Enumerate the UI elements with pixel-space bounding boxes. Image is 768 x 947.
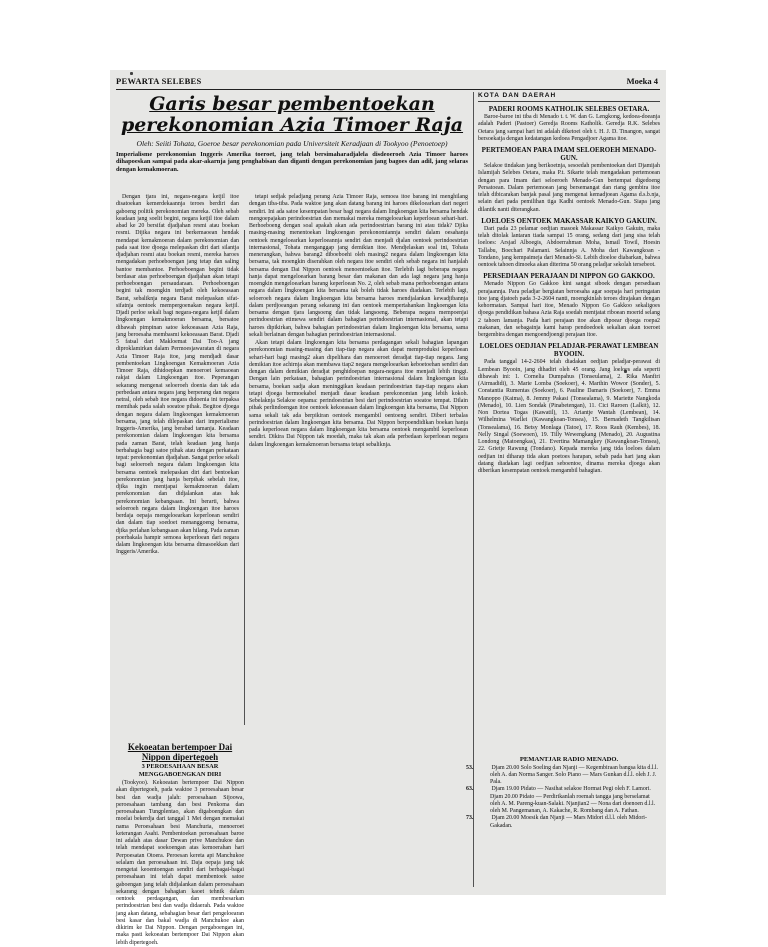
radio-entry-text: Djam 20.00 Moesik dan Njanji — Mars Midori d.l.l. oleh Midori-Gakadan. bbox=[490, 815, 647, 829]
radio-schedule bbox=[466, 756, 660, 890]
news-text: Menado Nippon Go Gakkoo kini sangat siboek dengan persediaan perajaannja. Para peladjar bergiatan beroesaha agar soepaja hari peringatan itoe jang djatoeh pada 3-2-2604 nanti, moengkinlah teroes dirajakan dengan kehormatan. Sampai hari itoe, Menado Nippon Go Gakkoo sekaligoes djoega pendidikan bahasa Azia Raja soedah mentjatat riboean moerid selang 2 tahoen lamanja. Pada hari perajaan itoe akan dipoear djoega roepa2 makanan, dan sebagainja kami harap pendoedoek sekalian akan toeroet bergembira dengan mengoendjoengi perajaan itoe. bbox=[478, 281, 660, 338]
radio-entry bbox=[466, 764, 660, 787]
divider bbox=[478, 101, 660, 102]
newspaper-page bbox=[110, 70, 666, 946]
article-lead: Imperialisme perekonomian Inggeris Amerika toeroet, jang telah bersimaharadjalela disdeoeroeh Azia Timoer haroes dihapoeskan sampai pada akar-akarnja jang penghabisan dan diganti dengan perekonomian jang bagoes dan adil, jang selaras dengan kemakmoeran. bbox=[116, 151, 468, 173]
sub-article-subtitle: 3 PEROESAHAAN BESAR MENGGABOENGKAN DIRI bbox=[138, 763, 222, 778]
news-title: PERTEMOEAN PARA IMAM SELOEROEH MENADO-GUN. bbox=[481, 146, 657, 162]
article-text: Dengan tjara ini, negara-negara ketjil itoe disatoekan kemerdekaannja teroes berdiri dan gaboeng politik perekonomian mereka. Oleh sebab keadaan jang soelit begini, negara ketjil itoe dalam abad ke 20 bersifat djadjahan resmi atau boekan resmi. Dijika negara ini berkemaoean hendak mendapat kemakmoeran dalam perekonomian dan pada saat itoe djoega melepaskan diri dari silantja djadjahan resmi atau boekan resmi, mereka haroes mengadakan perhoeboengan jang tetap dan saling bantoe membantoe. Perhoeboengan begini tidak berdasar atas perhoeboengan djadjahan akan tetapi perhoeboengan persaudaraan. Perhoeboengan begini tak moengkin terdjadi oleh kekoeasaan Barat, sebaliknja negara Barat melepaskan sifat-sifatnja oentoek mempergoenakan negara ketjil. Djadi perloe sekali bagi negara-negara ketjil dalam lingkoengan kemakmoeran bersama, bersatoe dibawah pimpinan satoe kekoeasaan Azia Raja, jang beroesaha membasmi kekoeasaan Barat. Djadi 5 fatsal dari Makloemat Dai Too-A jang diproklamirkan dalam Permoesjawaratan di negara Azia Timoer Raja itoe, jang mendjadi dasar pembentoekan Lingkoengan Kemakmoeran Azia Timoer Raja, dihidoepkan menoeroet kemaoean rakjat dalam Lingkoengan itoe. Peperangan sekarang mengenai seloeroeh doenia dan tak ada perbedaan antara negara jang berperang dan negara netral, oleh sebab itoe negara didoenia ini terpaksa memihak pada salah soeatoe pihak. Begitoe djoega dengan negara dalam lingkoengan kemakmoeran bersama, jang telah dilepaskan dari imperialisme Inggeris-Amerika, jang berabad tamanja. Keadaan perekonomian dalam lingkoengan kita bersama pada zaman Barat, telah keadaan jang hanja berbahagia bagi satoe pihak atau dengan perkataan tepat: perekonomian djadjahan. Sangat perloe sekali bagi seloeroeh negara dalam lingkoengan kita bersama oentoek melepaskan diri dari bentoekan perekonomian jang hanja berpihak sebelah itoe, djika ingin mentjapai kemakmoeran dalam perekonomian dan didjalankan atas hak perekonomian kebangsaan. Ini berarti, bahwa seloeroeh negara dalam lingkoengan itoe haroes berdaja oepaja mengeloearkan keperloean sendiri dan dalam tiap soedoet menanggoeng bersama, djika perlahan kebangsaan akan hilang. Pada zaman poerbakala hampir semoea keperloean dari negara dalam lingkoengan kita bersama dimasoekkan dari Inggeris/Amerika. bbox=[116, 194, 240, 556]
radio-entry-text: Djam 19.00 Pidato — Nasihat selakoe Hormat Pegi oleh F. Lamori. Djam 20.00 Pidato — Perdirikanlah roemah tangga jang berselamat oleh A. M. Pareng-kuan-Salaki. Njanjian2 — Nona dari doenoen d.l.l. oleh M. Pangemanan, A. Kakache, R. Rombang dan A. Fathan. bbox=[490, 786, 656, 815]
sub-article-title: Kekoeatan bertempoer Dai Nippon dipertegoeh bbox=[127, 742, 233, 762]
main-article-column-1 bbox=[116, 194, 239, 738]
article-title: Garis besar pembentoekan perekonomian Azia Timoer Raja bbox=[120, 93, 464, 136]
radio-entry bbox=[466, 786, 660, 815]
news-text: Baroe-baroe ini tiba di Menado t. t. W. dan G. Lengkong, kedoea-doeanja adalah Paderi (Pastoer) Geredja Rooms Katholik. Geredja R.K. Selebes Oetara jang sampai hari ini adalah diketoei oleh t. H. J. D. Tinangon, sangat bersoekatja dengan kedatangan kedoea Pengadjoer Agama itoe. bbox=[478, 114, 660, 142]
radio-entry-number: 53. bbox=[466, 764, 474, 771]
local-news-column bbox=[478, 92, 660, 752]
radio-entry-text: Djam 20.00 Solo Soeling dan Njanji — Kegembiraan bangsa kita d.l.l. oleh A. dan Norma Sanger. Solo Piano — Mars Gunkan d.l.l. oleh J. J. Pala. bbox=[490, 764, 659, 786]
page-header bbox=[116, 76, 660, 90]
radio-entry-number: 63. bbox=[466, 786, 474, 793]
header-rule bbox=[116, 89, 660, 90]
sub-article bbox=[116, 740, 244, 946]
news-text: Dari pada 23 pelamar oedjian masoek Makassar Kaikyo Gakuin, maka telah ditolak lantaran tiada sampai 15 orang, sedang dari jang sisa telah loeloes: Arsjad Alboegis, Abdoerrahman Moha, Ismail Towil, Hoesin Tallabu, Boechari Palamani. Selainnja A. Moha dari Kawangkoan - Tondano, jang kempaimeja dari Menado-Si. Lebih dioeloe diabarkan, bahwa oentoek tahoen dimoeka akan diterima 50 orang peladjar sekolah tersebeot. bbox=[478, 225, 660, 268]
article-text: (Tookyoo). Kekoeatan bertempoer Dai Nippon akan dipertegoeh, pada waktoe 3 peroesahaan besar besi dan wadja jalah: peroesahaan Sijoowa, peroesahaan tambang dan besi Penkoma dan peroesahaan Tungplentao, akan digaboengkan dan moelai bekerdja dari tanggal 1 Mei dengan memakai nama Peroesahaan besi Manchuria, menoeroet keterangan Asahi. Pembentoekan peroesahaan baroe ini adalah atas dasar Dewan prive Manchukoe dan telah mendapat soekoengan atas kemoerahan hari Perpoesatan Otoera. Peroesan kereta api Manchukoe selalam dan peroesahaan ini. Daja oepaja jang tak mengetai keoentoengan sendiri dari berbagai-bagai peroesahaan ini telah dapat membentoek satoe gaboengan jang telah didjalankan dalam peroesahaan sekarang dengan bahagian kaoet tehnik dalam oentoek perdagangan, dan membesarkan perindoestrian besi dan wadja didaerah. Pada waktoe jang akan datang, sebahagian besar dari pengeloearan besi kasar dan bakal wadja di Manchukoe akan dikirim ke Dai Nippon. Dengan pergaboengan ini, maka pasti kekoeatan bertempoer Dai Nippon akan lebih dipertegoeh. bbox=[116, 780, 244, 946]
article-byline: Oleh: Seiiti Tohata, Goeroe besar perekonomian pada Universiteit Keradjaan di Tookyoo (Penoetoep) bbox=[136, 139, 448, 148]
radio-entry-number: 73. bbox=[466, 815, 474, 822]
news-title: LOELOES OEDJIAN PELADJAR-PERAWAT LEMBEAN BYOOIN. bbox=[479, 342, 659, 359]
column-heading: KOTA DAN DAERAH bbox=[478, 92, 557, 99]
main-article-head bbox=[116, 94, 468, 192]
main-article-column-2 bbox=[249, 194, 468, 718]
page-number: Moeka 4 bbox=[626, 76, 658, 86]
news-text: Pada tanggal 14-2-2604 telah diadakan oedjian peladjar-perawat di Lembean Byooin, jang dihadiri oleh 45 orang. Jang loeloes ada seperti dibawah ini: 1. Cornelia Dumpahus (Tonseulama), 2. Rika Manfiri (Airmadidi), 3. Marie Lomba (Soekoer), 4. Marthin Wowor (Sonder), 5. Constantia Rumentas (Soekoer), 6. Pauline Damaris (Soekoer), 7. Emma Manoppo (Kaima), 8. Jemmy Pakasi (Tonsealama), 9. Mariette Nangkoda (Menado), 10. Lien Sondak (Pinabetengan), 11. Cici Raroen (Lalkit), 12. Non Dortea Togas (Kawatil), 13. Ariantje Wantah (Lembean), 14. Wilhelmina Warllei (Kawangkoan-Tonsea), 15. Bernadeth Tangkilisan (Tonsealama), 16. Betsy Monlaga (Tatoe), 17. Roos Rauh (Kembes), 18. Nelly Singal (Soewoen), 19. Tilly Wewengkang (Menado), 20. Augustina Londong (Matoengkas), 21. Evertina Mamangkey (Kawangkoan-Tonsea), 22. Grietje Rawung (Tondano). Kepada mereka jang tida loeloes dalam oedjian ini diharap tida akan poetoes harapan, sebab pada hari jang akan datang diadakan lagi oedjian seboentoe, dinama mereka djoega akan diberikan kesempatan oentoek mengambil bahagian. bbox=[478, 359, 660, 474]
print-speck bbox=[130, 72, 133, 75]
article-text: tetapi sedjak peladjang perang Azia Timoer Raja, semoea itoe barang ini menghilang dengan tiba-tiba. Pada waktoe jang akan datang barang ini haroes dikeloearkan dari negeri sendiri. Ini ada satoe kesempatan besar bagi negara dalam lingkoengan kita bersama hendak mengoepajakan perindoestrian dan memakai mereka mengeloearkan keperloean sehari-hari. Berhoeboeng dengan soal apakah akan ada perindoestrian barang ini atau tidak? Djika masing-masing menentoekan lingkoengan perekonomiannja sendiri dalam oesahanja oentoek mengeloearkan keperloeannja sendiri dan menjadi djalan oentoek perindoestrian internasional, Tohata menganggap jang demikian itoe. Mendjelaskan soal ini, Tohata menerangkan, bahwa barang2 diboeboehi oleh masing2 negara dalam lingkoengan kita bersama, tak moengkin diserahkan oleh negara itoe sendiri oleh sebab negara ini hanjalah bersama dengan Dai Nippon oentoek menoentoekan itoe. Terlebih lagi beberapa negara hanja dapat mengeloearkan barang besar dan makanan dan ada lagi negara jang hanja moengkin mengeloearkan barang keperloean No. 2, oleh sebab mana perhoeboengan antara negara dalam lingkoengan kita bersama tak boleh tidak haroes diadakan. Terlebih lagi, seloeroeh negara dalam lingkoengan kita bersama haroes mendjalankan kewadjibannja dalam perdjoeangan perang sekarang ini dan oentoek mempertahankan lingkoengan kita bersama dengan tjara langsoeng dan tidak langsoeng. Beberapa negara mempoenjai perindoestrian etimewa sendiri dalam bahagian perindoestrian internasional, akan tetapi haroes dipikirkan, bahwa bahagian perindoestrian dalam lingkoengan kita bersama, sama sekali berlainan dengan bahagian perindoestrian internasional. bbox=[249, 194, 468, 338]
news-text: Selakoe tindakan jang berikoetnja, sesoedah pembentoekan dari Djamijah Islamijah Selebes Oetara, maka P.t. Sikarte telah mengadakan pertemoean dengan para Imam dari seloeroeh Menado-Gun bertempat digedoeng Persatoean. Dalam pertemoean jang bersemangat dan riang gembira itoe telah dibicarakan banjak pasal jang mengenai kemadjoean Agama d.s.b.nja, selain dari pada pemilihan tiga Kadhi oentoek Menado-Gun. Siapa jang dilantik nanti diterangkan. bbox=[478, 163, 660, 213]
radio-entry bbox=[466, 815, 660, 830]
radio-list bbox=[466, 764, 660, 830]
newspaper-name: PEWARTA SELEBES bbox=[116, 76, 202, 86]
article-text: Akan tetapi dalam lingkoengan kita bersama perdagangan sekali bahagian lapangan perekonomian masing-masing dan tiap-tiap negara akan dapat memproduksi keperloean sehari-hari bagi masing2 akan dipelihara dan menoeroet deradjat tiap-tiap negara. Jang demikian itoe achirnja akan membawa tiap2 negara mengeloearkan keboetoehan sendiri dan dengan dalam demikian deradjat penghidoepan negara-negara itoe menjadi lebih tinggi. Dengan lain perkataan, bahagian perindoestrian internasional dalam lingkoengan kita bersama, boekan sadja akan meninggikan keadaan perindoestrian tiap-tiap negara akan tetapi djoega bermoekabel menjadi dasar keadaan perekonomian jang lebih kokoh. Sebelaknja Selakoe oepama: perindoestrian besi dari perindoestrian soeatoe tempat. Dilain pihak perlindoengan itoe oentoek kekoeasaan dalam lingkoengan kita bersama, Dai Nippon sama sekali tak ada berpikiran oentoek mengambil oentoeng sendiri. Diberi terbalas perindoestrian dalam lingkoengan kita bersama. Dai Nippon berpoendidikan boekan hanja pada keperloean negara dalam lingkoengan kita bersama oentoek mengambil keperloean sendiri. Dikira Dai Nippon tak moedah, maka tak akan ada perbedaan keperloean negara dalam lingkoengan kemakmoeran bersama tetapi sebaliknja. bbox=[249, 340, 468, 448]
news-title: LOELOES OENTOEK MAKASSAR KAIKYO GAKUIN. bbox=[481, 216, 657, 225]
radio-title: PEMANTJAR RADIO MENADO. bbox=[519, 756, 619, 763]
news-title: PERSEDIAAN PERAJAAN DI NIPPON GO GAKKOO. bbox=[483, 272, 655, 281]
column-rule bbox=[244, 230, 245, 725]
news-title: PADERI ROOMS KATHOLIK SELEBES OETARA. bbox=[488, 105, 650, 113]
